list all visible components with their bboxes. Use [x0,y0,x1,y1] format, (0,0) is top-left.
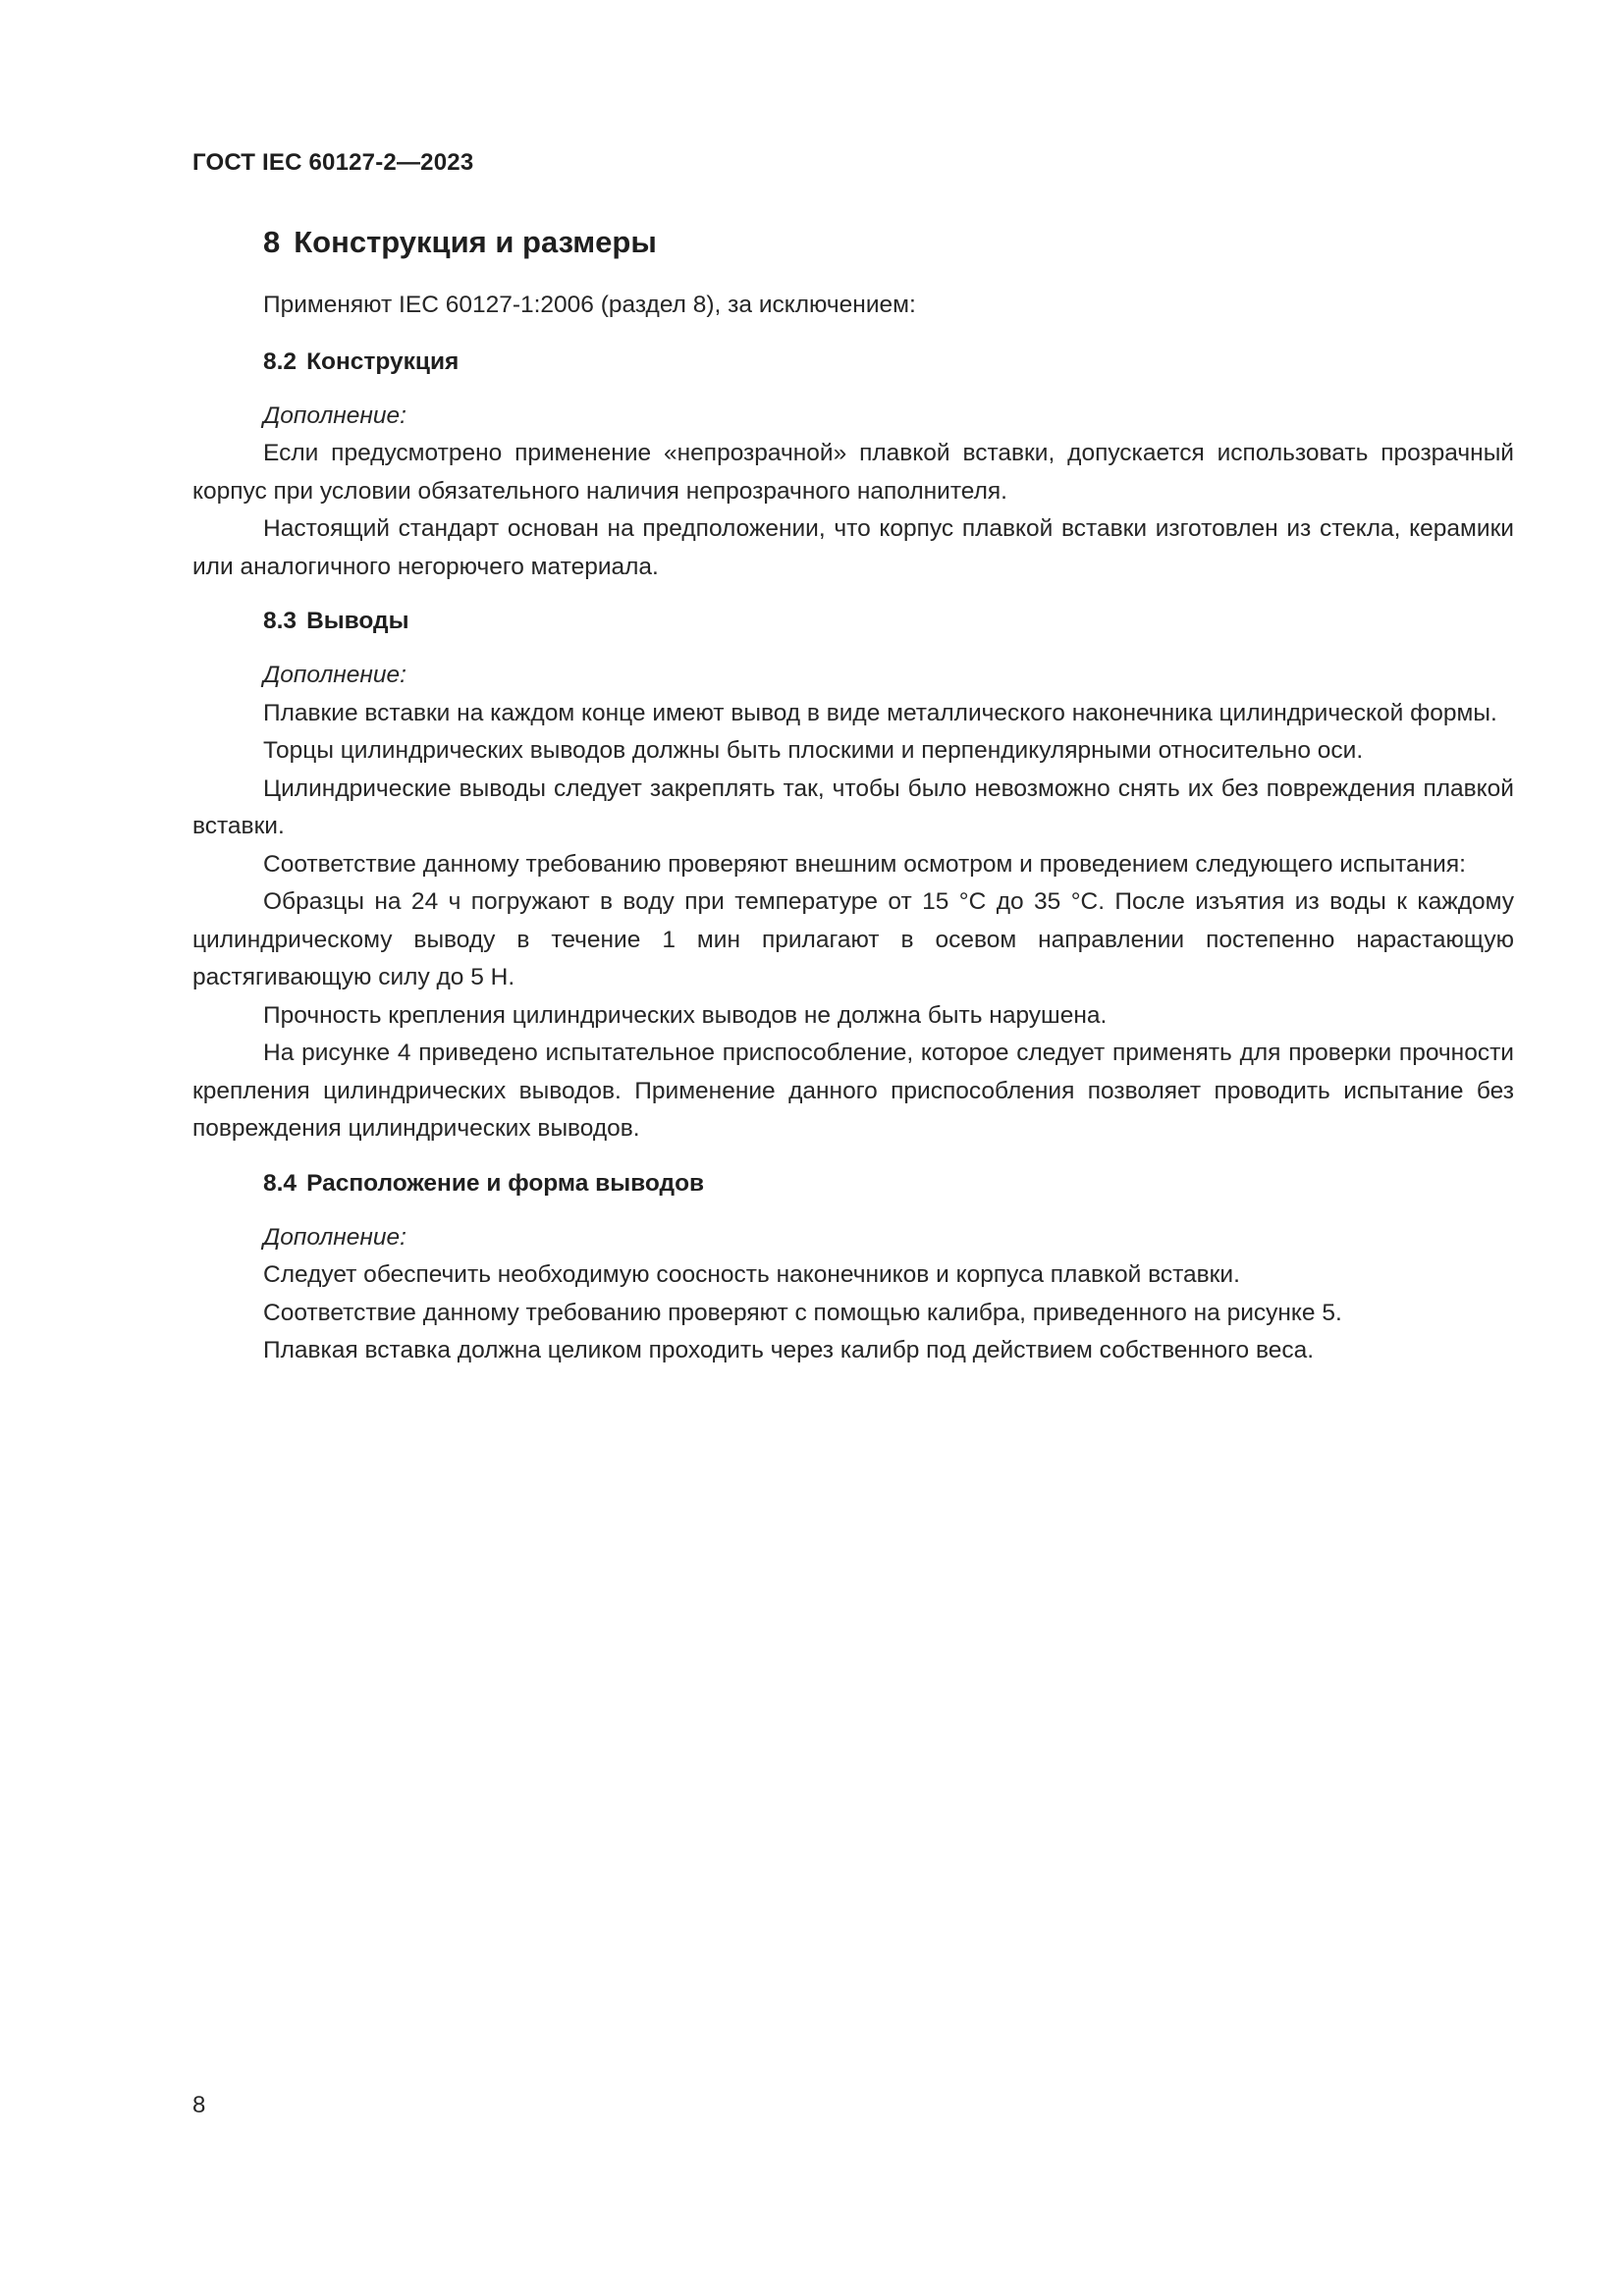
subsection-construction [192,345,1514,587]
section-number: 8 [263,225,281,259]
subsection-number: 8.4 [263,1169,298,1197]
paragraph: Плавкие вставки на каждом конце имеют вывод в виде металлического наконечника цилиндрической формы. [263,699,1497,726]
paragraph: Соответствие данному требованию проверяют с помощью калибра, приведенного на рисунке 5. [263,1299,1342,1326]
addition-label: Дополнение: [263,401,406,429]
paragraph: Прочность крепления цилиндрических выводов не должна быть нарушена. [263,1001,1108,1029]
document-header: ГОСТ IEC 60127-2—2023 [192,149,474,176]
subsection-number: 8.3 [263,608,298,634]
paragraph: Следует обеспечить необходимую соосность наконечников и корпуса плавкой вставки. [263,1261,1240,1288]
subsection-heading [192,604,1514,639]
subsection-title: Расположение и форма выводов [306,1169,705,1197]
subsection-terminal-position [192,1166,1514,1370]
paragraph: На рисунке 4 приведено испытательное приспособление, которое следует применять для проверки прочности крепления цилиндрических выводов. Применение данного приспособления позволяет проводить испытание без повреждения цилиндрических выводов. [192,1040,1514,1142]
subsection-title: Конструкция [306,347,460,375]
section-intro: Применяют IEC 60127-1:2006 (раздел 8), за исключением: [263,292,916,318]
paragraph: Образцы на 24 ч погружают в воду при температуре от 15 °С до 35 °С. После изъятия из воды к каждому цилиндрическому выводу в течение 1 мин прилагают в осевом направлении постепенно нарастающую растягивающую силу до 5 Н. [192,888,1514,990]
addition-label: Дополнение: [263,662,406,688]
paragraph: Если предусмотрено применение «непрозрачной» плавкой вставки, допускается использовать прозрачный корпус при условии обязательного наличия непрозрачного наполнителя. [192,440,1514,505]
page-number: 8 [192,2092,206,2118]
paragraph: Настоящий стандарт основан на предположении, что корпус плавкой вставки изготовлен из стекла, керамики или аналогичного негорючего материала. [192,515,1514,580]
section-title: Конструкция и размеры [294,225,657,259]
section-heading [192,222,1514,263]
paragraph: Плавкая вставка должна целиком проходить через калибр под действием собственного веса. [263,1337,1314,1363]
subsection-heading [192,1166,1514,1201]
document-body [192,222,1514,1388]
subsection-heading [192,345,1514,380]
paragraph: Соответствие данному требованию проверяют внешним осмотром и проведением следующего испытания: [263,850,1466,878]
subsection-terminals [192,604,1514,1148]
paragraph: Торцы цилиндрических выводов должны быть плоскими и перпендикулярными относительно оси. [263,737,1364,764]
paragraph: Цилиндрические выводы следует закреплять так, чтобы было невозможно снять их без повреждения плавкой вставки. [192,774,1514,839]
addition-label: Дополнение: [263,1223,406,1251]
subsection-number: 8.2 [263,347,298,375]
subsection-title: Выводы [306,608,409,634]
